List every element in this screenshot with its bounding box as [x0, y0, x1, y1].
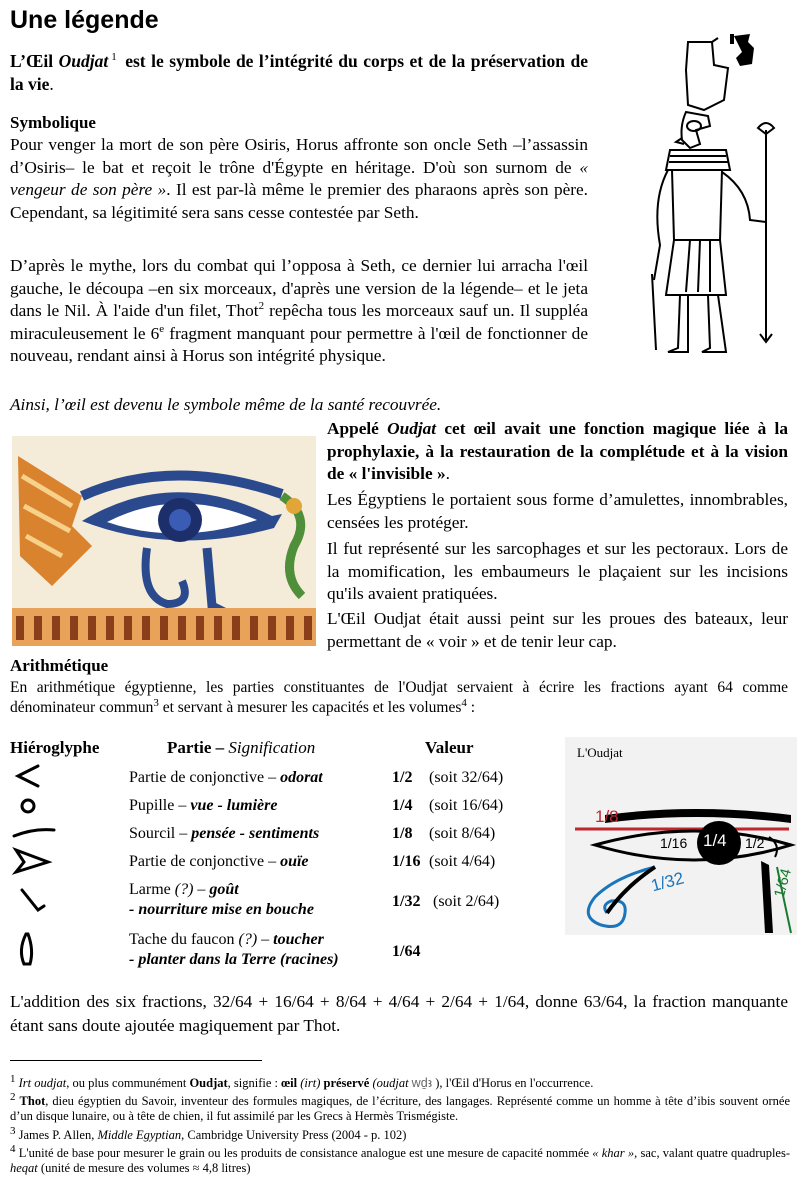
glyph-eyebrow-icon [14, 830, 54, 836]
footnote-4: $^4$ L'unité de base pour mesurer le grain ou les produits de consistance analogue est une mesure de capacité nommée « khar », sac, valant quatre quadruples-heqat (unité de mesure des volumes ≈ 4,8 litres) [10, 1142, 790, 1175]
fraction-equivalent: (soit 32/64) [429, 769, 504, 786]
table-row: Partie de conjonctive – odorat [129, 769, 323, 786]
footnote-1: $^1$ Irt oudjat, ou plus communément Oudjat, signifie : œil (irt) préservé (oudjat wḏꜣ ), l'Œil d'Horus en l'occurrence. [10, 1072, 594, 1090]
fraction-value: 1/32 [392, 893, 421, 910]
glyph-falcon-mark-icon [21, 934, 31, 964]
fraction-equivalent: (soit 16/64) [429, 797, 504, 814]
section-heading-arithmetique: Arithmétique [10, 656, 109, 675]
label-one-quarter: 1/4 [703, 831, 727, 850]
table-row: Tache du faucon (?) – toucher - planter dans la Terre (racines) [129, 931, 339, 968]
hieroglyph-column [8, 764, 68, 974]
table-header-part: Partie – Signification [167, 738, 316, 757]
fraction-equivalent: (soit 4/64) [429, 853, 496, 870]
footnote-3: $^3$ James P. Allen, Middle Egyptian, Cambridge University Press (2004 - p. 102) [10, 1124, 407, 1142]
table-header-glyph: Hiéroglyphe [10, 738, 100, 757]
horus-figure-illustration [630, 30, 790, 360]
arithmetique-paragraph: En arithmétique égyptienne, les parties constituantes de l'Oudjat servaient à écrire les fractions ayant 64 comme dénominateur commun$^3$ et servant à mesurer les capacités et les volumes$^4$ : [10, 679, 788, 716]
oudjat-paragraph-1: Les Égyptiens le portaient sous forme d’amulettes, innombrables, censées les protéger. [327, 490, 788, 532]
fraction-value: 1/64 [392, 943, 421, 960]
section-heading-symbolique: Symbolique [10, 113, 96, 132]
label-one-thirtysecond: 1/32 [649, 868, 686, 896]
glyph-tear-icon [22, 890, 44, 910]
conclusion-paragraph: L'addition des six fractions, 32/64 + 16/64 + 8/64 + 4/64 + 2/64 + 1/64, donne 63/64, la fraction manquante étant sans doute ajoutée magiquement par Thot. [10, 992, 788, 1035]
label-one-sixteenth: 1/16 [660, 835, 688, 851]
label-one-half: 1/2 [745, 835, 765, 851]
symbolique-paragraph-3: Ainsi, l’œil est devenu le symbole même de la santé recouvrée. [10, 395, 442, 414]
table-row: Pupille – vue - lumière [129, 797, 278, 814]
table-header-value: Valeur [425, 738, 474, 757]
oudjat-paragraph-3: L'Œil Oudjat était aussi peint sur les proues des bateaux, leur permettant de « voir » et de tenir leur cap. [327, 609, 788, 651]
label-one-sixtyfourth: 1/64 [771, 866, 795, 900]
glyph-pupil-icon [22, 800, 34, 812]
glyph-conjunctive-right-icon [16, 850, 48, 872]
oudjat-paragraph-2: Il fut représenté sur les sarcophages et sur les pectoraux. Lors de la momification, les embaumeurs le plaçaient sur les incisions qu'ils avaient pratiquées. [327, 539, 788, 603]
glyph-conjunctive-left-icon [18, 766, 38, 786]
symbolique-paragraph-2: D’après le mythe, lors du combat qui l’opposa à Seth, ce dernier lui arracha l'œil gauche, le découpa –en six morceaux, d'après une version de la légende– et le jeta dans le Nil. À l'aide d'un filet, Thot$^2$ repêcha tous les morceaux sauf un. Il suppléa miraculeusement le 6e fragment manquant pour permettre à l'œil de fonctionner de nouveau, rendant ainsi à Horus son intégrité physique. [10, 256, 589, 365]
fraction-value: 1/16 [392, 853, 421, 870]
symbolique-paragraph-1: Pour venger la mort de son père Osiris, Horus affronte son oncle Seth –l’assassin d’Osiris– le bat et reçoit le trône d'Égypte en héritage. D'où son surnom de « vengeur de son père ». Il est par-là même le premier des pharaons après son père. Cependant, sa légitimité sera sans cesse contestée par Seth. [10, 135, 588, 222]
page-title: Une légende [10, 6, 159, 34]
eye-of-horus-painting [12, 436, 316, 646]
fraction-value: 1/4 [392, 797, 413, 814]
intro-statement: L’Œil Oudjat $^1$ est le symbole de l’intégrité du corps et de la préservation de la vie. [10, 51, 588, 94]
fraction-value: 1/2 [392, 769, 413, 786]
table-row: Sourcil – pensée - sentiments [129, 825, 320, 842]
fraction-value: 1/8 [392, 825, 413, 842]
table-row: Partie de conjonctive – ouïe [129, 853, 309, 870]
label-one-eighth: 1/8 [595, 807, 619, 826]
diagram-caption: L'Oudjat [577, 745, 623, 760]
fraction-equivalent: (soit 8/64) [429, 825, 496, 842]
table-row: Larme (?) – goût - nourriture mise en bouche [129, 881, 314, 918]
footnote-separator [10, 1060, 262, 1061]
fraction-equivalent: (soit 2/64) [433, 893, 500, 910]
oudjat-lead-paragraph: Appelé Oudjat cet œil avait une fonction magique liée à la prophylaxie, à la restauration de la complétude et à la vision de « l'invisible ». [327, 419, 788, 483]
footnote-2: $^2$ Thot, dieu égyptien du Savoir, inventeur des formules magiques, de l’écriture, des langages. Représenté comme un homme à tête d’ibis souvent ornée d’un disque lunaire, ou à tête de chien, il fut assimilé par les Grecs à Hermès Trismégiste. [10, 1090, 791, 1123]
oudjat-diagram [565, 737, 797, 935]
